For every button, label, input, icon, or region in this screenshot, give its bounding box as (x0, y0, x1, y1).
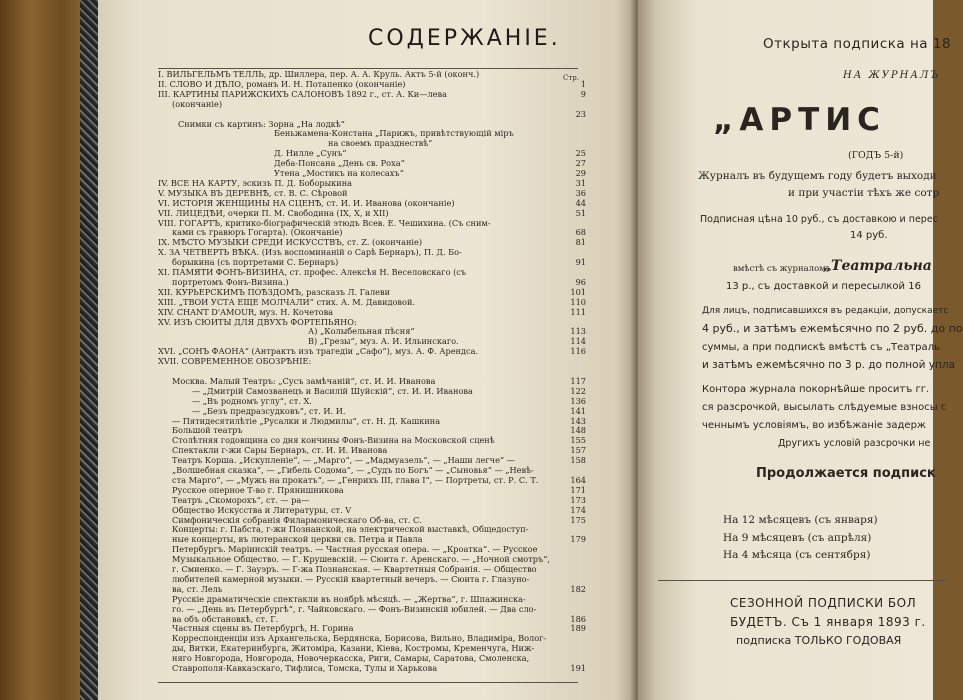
journal-label: НА ЖУРНАЛЪ (843, 70, 941, 81)
price-line: Подписная цѣна 10 руб., съ доставкою и перес (700, 214, 938, 225)
entry-page-number: 96 (575, 276, 586, 287)
entry-page-number: 114 (570, 336, 586, 347)
term-row-4-months: На 4 мѣсяца (съ сентября) (723, 549, 871, 561)
entry-title: IX. МѢСТО МУЗЫКИ СРЕДИ ИСКУССТВЪ, ст. Z. (окончаніе) (158, 237, 423, 248)
installment-line: суммы, а при подпискѣ вмѣстѣ съ „Театраль (702, 342, 940, 353)
entry-page-number: 25 (575, 148, 586, 159)
entry-title: X. ЗА ЧЕТВЕРТЬ ВѢКА. (Изъ воспоминаній о Сарѣ Бернаръ), П. Д. Бо- (158, 247, 462, 258)
contents-entry (158, 238, 586, 247)
entry-title: няго Новгорода, Новгорода, Новочеркасска, Риги, Самары, Саратова, Смоленска, (172, 653, 530, 664)
entry-title: XIV. CHANT D'AMOUR, муз. Н. Кочетова (158, 306, 334, 317)
entry-page-number: 91 (575, 257, 586, 268)
contents-entry (158, 407, 586, 416)
entry-page-number: 189 (570, 623, 586, 634)
contents-entry (158, 535, 586, 544)
entry-page-number: 113 (570, 326, 586, 337)
entry-page-number: 122 (570, 385, 586, 396)
office-request-line: ся разсрочкой, высылать слѣдуемые взносы с (702, 402, 947, 413)
entry-title: II. СЛОВО И ДѢЛО, романъ И. Н. Потапенко (окончаніе) (158, 78, 406, 89)
contents-entry (158, 516, 586, 525)
contents-entry (158, 298, 586, 307)
wooden-table (0, 0, 88, 700)
contents-entry (158, 595, 586, 604)
entry-title: Снимки съ картинъ: Зорна „На лодкѣ“ (178, 118, 345, 129)
entry-title: Концерты: г. Пабста, г-жи Познанской, на электрической выставкѣ, Общедоступ- (172, 524, 529, 535)
contents-entry (158, 377, 586, 386)
entry-title: (окончаніе) (172, 98, 223, 109)
contents-entry (158, 525, 586, 534)
entry-title: Москва. Малый Театръ: „Сусъ замѣчаній“, ст. И. И. Иванова (172, 375, 436, 386)
entry-title: Корреспонденціи изъ Архангельска, Бердянска, Борисова, Вильно, Владиміра, Волог- (172, 633, 547, 644)
entry-page-number: 9 (580, 88, 586, 99)
entry-title: XV. ИЗЪ СЮИТЫ ДЛЯ ДВУХЪ ФОРТЕПЬЯНО: (158, 316, 357, 327)
contents-entry (158, 644, 586, 653)
subscription-header: Открыта подписка на 18 (763, 36, 952, 52)
entry-title: Столѣтняя годовщина со дня кончины Фонъ-Визина на Московской сценѣ (172, 435, 495, 446)
entry-title: Музыкальное Общество. — Г. Крушевскій. — Сюита г. Аренскаго. — „Ночной смотръ“, (172, 554, 551, 565)
entry-page-number: 157 (570, 445, 586, 456)
price-line: 14 руб. (850, 230, 888, 241)
entry-title: XIII. „ТВОИ УСТА ЕЩЕ МОЛЧАЛИ“ стих. А. М. Давидовой. (158, 296, 416, 307)
contents-entry (158, 159, 586, 168)
entry-title: ные концерты, въ лютеранской церкви св. Петра и Павла (172, 534, 423, 545)
entry-page-number: 148 (570, 425, 586, 436)
contents-entry (158, 228, 586, 237)
continuing-subscription-header: Продолжается подписк (756, 466, 936, 481)
contents-entry (158, 100, 586, 109)
contents-page (98, 0, 638, 700)
announcement-line: Журналъ въ будущемъ году будетъ выходи (698, 170, 937, 182)
office-request-line: ченнымъ условіямъ, во избѣжаніе задерж (702, 420, 926, 431)
entry-title: А) „Колыбельная пѣсня“ (308, 326, 415, 337)
contents-entry (158, 258, 586, 267)
entry-title: Русское оперное Т-во г. Прянишникова (172, 484, 344, 495)
contents-entry (158, 337, 586, 346)
contents-entry (158, 496, 586, 505)
entry-page-number: 27 (575, 158, 586, 169)
contents-entry (158, 436, 586, 445)
entry-title: — „Безъ предразсудковъ“, ст. И. И. (192, 405, 346, 416)
bottom-rule (158, 682, 578, 683)
contents-entry (158, 387, 586, 396)
entry-title: XI. ПАМЯТИ ФОНЪ-ВИЗИНА, ст. профес. Алексѣя Н. Веселовскаго (съ (158, 267, 467, 277)
entry-page-number: 155 (570, 435, 586, 446)
journal-year: (ГОДЪ 5-й) (848, 150, 904, 161)
contents-entry (158, 199, 586, 208)
contents-entry (158, 565, 586, 574)
entry-title: Театръ Корша. „Искупленіе“, — „Марго“, — „Мадмуазель“, — „Наши легче“ — (172, 455, 515, 466)
entry-title: I. ВИЛЬГЕЛЬМЪ ТЕЛЛЬ, др. Шиллера, пер. А. А. Круль. Актъ 5-й (оконч.) (158, 69, 480, 79)
entry-title: В) „Грезы“, муз. А. И. Ильинскаго. (308, 336, 459, 347)
contents-entry (158, 179, 586, 188)
contents-entry (158, 288, 586, 297)
page-column-label: Стр. (563, 74, 579, 82)
entry-page-number: 175 (570, 514, 586, 525)
entry-title: Беньжамена-Констана „Парижъ, привѣтствующій міръ (274, 128, 514, 139)
contents-entry (158, 466, 586, 475)
contents-entry (158, 248, 586, 257)
contents-entry (158, 278, 586, 287)
contents-entry (158, 476, 586, 485)
entry-title: на своемъ празднествѣ“ (328, 138, 433, 149)
contents-entry (158, 605, 586, 614)
entry-page-number: 173 (570, 494, 586, 505)
entry-title: „Волшебная сказка“, — „Гибель Содома“, — „Судъ по Богъ“ — „Сыновья“ — „Невѣ- (172, 465, 534, 475)
entry-title: V. МУЗЫКА ВЪ ДЕРЕВНѢ, ст. В. С. Сѣровой (158, 187, 348, 198)
contents-entry (158, 110, 586, 119)
contents-entry (158, 120, 586, 129)
contents-entry (158, 654, 586, 663)
entry-title: VI. ИСТОРІЯ ЖЕНЩИНЫ НА СЦЕНѢ, ст. И. И. Иванова (окончаніе) (158, 197, 455, 208)
entry-page-number: 191 (570, 663, 586, 673)
contents-entry (158, 318, 586, 327)
entry-title: Деба-Понсана „День св. Роха“ (274, 158, 405, 169)
entry-page-number: 186 (570, 613, 586, 624)
contents-list (158, 70, 586, 680)
contents-entry (158, 169, 586, 178)
entry-title: Утена „Мостикъ на колесахъ“ (274, 168, 404, 178)
entry-title: Ставрополя-Кавказскаго, Тифлиса, Томска, Тулы и Харькова (172, 663, 438, 673)
contents-entry (158, 308, 586, 317)
page-title: СОДЕРЖАНІЕ. (368, 26, 561, 51)
entry-page-number: 164 (570, 474, 586, 485)
combined-subscription-label: вмѣстѣ съ журналомъ (733, 264, 832, 274)
entry-title: Русскіе драматическіе спектакли въ ноябрѣ мѣсяцѣ. — „Жертва“, г. Шпажинска- (172, 593, 526, 604)
entry-page-number: 143 (570, 415, 586, 426)
entry-title: ва, ст. Лель (172, 583, 223, 594)
entry-title: IV. ВСЕ НА КАРТУ, эскизъ П. Д. Боборыкина (158, 177, 353, 188)
entry-title: — Пятидесятилѣтіе „Русалки и Людмилы“, ст. Н. Д. Кашкина (172, 415, 441, 426)
contents-entry (158, 90, 586, 99)
entry-page-number: 174 (570, 504, 586, 515)
entry-page-number: 81 (575, 237, 586, 248)
seasonal-note-line: подписка ТОЛЬКО ГОДОВАЯ (736, 634, 902, 647)
contents-entry (158, 357, 586, 366)
contents-entry (158, 624, 586, 633)
entry-title: ды, Витки, Екатеринбурга, Житоміра, Казани, Кіева, Костромы, Кременчуга, Ниж- (172, 643, 535, 654)
office-request-line: Контора журнала покорнѣйше проситъ гг. (702, 384, 930, 395)
contents-entry (158, 139, 586, 148)
entry-title: борыкина (съ портретами С. Бернаръ) (172, 257, 339, 268)
entry-page-number: 136 (570, 395, 586, 406)
contents-entry (158, 219, 586, 228)
entry-title: Д. Нилле „Сунъ“ (274, 148, 347, 159)
entry-page-number: 141 (570, 405, 586, 416)
contents-entry (158, 149, 586, 158)
seasonal-note-line: БУДЕТЪ. Съ 1 января 1893 г. (730, 615, 926, 629)
entry-title: ва объ обстановкѣ, ст. Г. (172, 613, 279, 624)
entry-title: XVI. „СОНЪ ФАОНА“ (Антрактъ изъ трагедіи „Сафо“), муз. А. Ф. Арендса. (158, 346, 479, 357)
entry-title: VIII. ГОГАРТЪ, критико-біографическій этюдъ Всев. Е. Чешихина. (Съ сним- (158, 217, 491, 228)
entry-title: портретомъ Фонъ-Визина.) (172, 276, 289, 287)
entry-title: Симфоническія собранія Филармоническаго Об-ва, ст. С. (172, 514, 422, 525)
entry-page-number: 171 (570, 484, 586, 495)
contents-entry (158, 506, 586, 515)
contents-entry (158, 456, 586, 465)
contents-entry (158, 189, 586, 198)
announcement-line: и при участіи тѣхъ же сотр (788, 187, 940, 199)
other-terms-line: Другихъ условій разсрочки не (778, 438, 931, 449)
entry-page-number: 68 (575, 227, 586, 238)
contents-entry (158, 397, 586, 406)
entry-title: Спектакли г-жи Сары Бернаръ, ст. И. И. Иванова (172, 445, 388, 456)
entry-page-number: 51 (575, 207, 586, 218)
contents-entry (158, 446, 586, 455)
contents-entry (158, 426, 586, 435)
installment-line: и затѣмъ ежемѣсячно по 3 р. до полной упла (702, 359, 955, 371)
contents-entry (158, 80, 586, 89)
term-row-12-months: На 12 мѣсяцевъ (съ января) (723, 514, 878, 526)
entry-title: ками съ гравюръ Гогарта). (Окончаніе) (172, 227, 343, 238)
contents-entry (158, 575, 586, 584)
entry-page-number: 179 (570, 534, 586, 545)
entry-title: VII. ЛИЦЕДѢИ, очерки П. М. Свободина (IX, X, и XII) (158, 207, 389, 218)
entry-title: — „Въ родномъ углу“, ст. Х. (192, 395, 312, 406)
entry-page-number: 116 (570, 346, 586, 357)
contents-entry (158, 486, 586, 495)
journal-name: „АРТИС (713, 102, 886, 138)
contents-entry (158, 70, 586, 79)
contents-entry (158, 347, 586, 356)
entry-title: — „Дмитрій Самозванецъ и Василій Шуйскій“, ст. И. И. Иванова (192, 385, 473, 396)
book-cover-edge (80, 0, 100, 700)
contents-entry (158, 268, 586, 277)
entry-title: Театръ „Скоморохъ“, ст. — ра— (172, 494, 310, 505)
entry-title: г. Смиенко. — Г. Зауэръ. — Г-жа Познанская. — Квартетныя Собранія. — Общество (172, 564, 537, 574)
entry-page-number: 29 (575, 168, 586, 178)
entry-title: XII. КУРЬЕРСКИМЪ ПОѢЗДОМЪ, разсказъ Л. Галеви (158, 286, 391, 297)
contents-entry (158, 417, 586, 426)
entry-title: Большой театръ (172, 425, 243, 436)
entry-title: Петербургъ. Маріинскій театръ. — Частная русская опера. — „Кроатка“. — Русское (172, 544, 538, 555)
entry-title: го. — „День въ Петербургѣ“, г. Чайковскаго. — Фонъ-Визинскій юбилей. — Два сло- (172, 603, 537, 614)
entry-title: ста Марго“, — „Мужъ на прокатъ“, — „Генрихъ III, глава I“, — Портреты, ст. Р. С. Т. (172, 474, 539, 485)
entry-title: Частныя сцены въ Петербургѣ, Н. Горина (172, 623, 354, 634)
entry-page-number: 117 (570, 375, 586, 386)
entry-title: любителей камерной музыки. — Русскій квартетный вечеръ. — Сюита г. Глазуно- (172, 573, 530, 584)
term-row-9-months: На 9 мѣсяцевъ (съ апрѣля) (723, 532, 872, 544)
price-line: 13 р., съ доставкой и пересылкой 16 (726, 281, 921, 292)
entry-page-number: 44 (575, 197, 586, 208)
contents-entry (158, 209, 586, 218)
entry-page-number: 111 (570, 306, 586, 317)
seasonal-note-line: СЕЗОННОЙ ПОДПИСКИ БОЛ (730, 596, 917, 610)
subscription-page (638, 0, 963, 700)
theatre-journal-name: „Театральна (823, 258, 932, 274)
entry-page-number: 36 (575, 187, 586, 198)
contents-entry (158, 585, 586, 594)
contents-entry (158, 327, 586, 336)
entry-page-number: 158 (570, 455, 586, 466)
entry-page-number: 182 (570, 583, 586, 594)
entry-title: XVII. СОВРЕМЕННОЕ ОБОЗРѢНІЕ: (158, 356, 312, 367)
contents-entry (158, 664, 586, 673)
installment-line: Для лицъ, подписавшихся въ редакціи, допускаетс (702, 306, 949, 316)
contents-entry (158, 367, 586, 376)
entry-page-number: 110 (570, 296, 586, 307)
installment-line: 4 руб., и затѣмъ ежемѣсячно по 2 руб. до по (702, 322, 963, 335)
contents-entry (158, 634, 586, 643)
entry-title: III. КАРТИНЫ ПАРИЖСКИХЪ САЛОНОВЪ 1892 г., ст. А. Ки—лева (158, 88, 447, 99)
entry-page-number: 23 (575, 108, 586, 119)
entry-title: Общество Искусства и Литературы, ст. V (172, 504, 352, 515)
contents-entry (158, 129, 586, 138)
entry-page-number: 1 (580, 78, 586, 89)
entry-page-number: 101 (570, 286, 586, 297)
contents-entry (158, 555, 586, 564)
section-rule (658, 580, 948, 581)
contents-entry (158, 615, 586, 624)
entry-page-number: 31 (575, 177, 586, 188)
contents-entry (158, 545, 586, 554)
